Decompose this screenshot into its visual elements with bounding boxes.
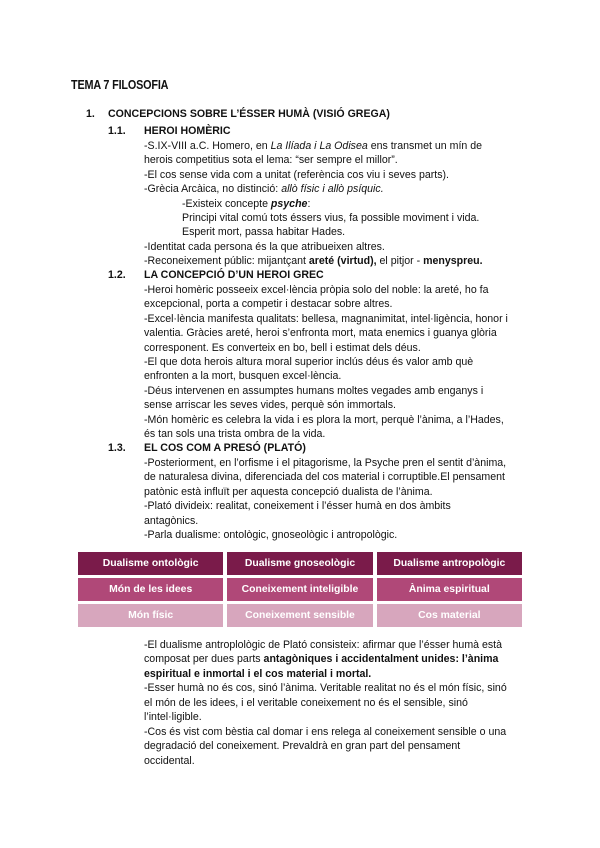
text-line: sense arriscar les seves vides, perquè són immortals.	[144, 399, 396, 411]
subsection-number: 1.1.	[108, 125, 126, 137]
text-line: Esperit mort, passa habitar Hades.	[182, 226, 346, 238]
text-line: -El dualisme antroplològic de Plató consisteix: afirmar que l’ésser humà està	[144, 639, 503, 651]
text-line: -Parla dualisme: ontològic, gnoseològic i antropològic.	[144, 529, 398, 541]
table-cell: Coneixement sensible	[227, 604, 372, 627]
text-line: -El cos sense vida com a unitat (referència cos viu i seves parts).	[144, 169, 449, 181]
text-line: -Grècia Arcàica, no distinció: allò físic i allò psíquic.	[144, 183, 384, 195]
page-title: TEMA 7 FILOSOFIA	[71, 78, 169, 92]
text-line: espiritual e inmortal i el cos material i mortal.	[144, 668, 372, 680]
text-line: degradació del coneixement. Prevaldrà en gran part del pensament	[144, 740, 461, 752]
text-line: -Plató divideix: realitat, coneixement i l’ésser humà en dos àmbits	[144, 500, 451, 512]
text-line: de naturalesa divina, diferenciada del cos material i corruptible.El pensament	[144, 471, 505, 483]
table-cell: Dualisme antropològic	[377, 552, 522, 575]
text-line: -Déus intervenen en assumptes humans moltes vegades amb enganys i	[144, 385, 484, 397]
subsection-heading-1-3	[108, 442, 306, 454]
text-line: -Món homèric es celebra la vida i es plora la mort, perquè l’ànima, a l’Hades,	[144, 414, 504, 426]
table-cell: Cos material	[377, 604, 522, 627]
text-line: corresponent. Es converteix en bo, bell i estimat dels déus.	[144, 342, 421, 354]
text-line: -S.IX-VIII a.C. Homero, en La Ilíada i La Odisea ens transmet un mín de	[144, 140, 483, 152]
section-heading-1	[86, 108, 390, 120]
text-line: -Heroi homèric posseeix excel·lència pròpia solo del noble: la areté, ho fa	[144, 284, 489, 296]
subsection-number: 1.2.	[108, 269, 126, 281]
table-cell: Ànima espiritual	[377, 578, 522, 601]
text-line: -Cos és vist com bèstia cal domar i ens relega al coneixement sensible o una	[144, 726, 507, 738]
text-line: composat per dues parts antagòniques i accidentalment unides: l’ànima	[144, 653, 499, 665]
table-cell: Dualisme gnoseològic	[227, 552, 372, 575]
table-row	[78, 552, 522, 575]
text-line: -Reconeixement públic: mijantçant areté (virtud), el pitjor - menyspreu.	[144, 255, 483, 267]
table-row	[78, 604, 522, 627]
text-line: -Identitat cada persona és la que atribueixen altres.	[144, 241, 385, 253]
text-line: occidental.	[144, 755, 195, 767]
table-cell: Món físic	[78, 604, 223, 627]
section-number: 1.	[86, 108, 95, 120]
text-line: antagònics.	[144, 515, 199, 527]
text-line: enfronten a la mort, busquen excel·lència.	[144, 370, 342, 382]
text-line: el món de les idees, i el veritable coneixement no és el sensible, sinó	[144, 697, 468, 709]
section-title: CONCEPCIONS SOBRE L’ÉSSER HUMÀ (VISIÓ GREGA)	[108, 108, 390, 120]
text-line: -Esser humà no és cos, sinó l’ànima. Veritable realitat no és el món físic, sinó	[144, 682, 507, 694]
subsection-title: EL COS COM A PRESÓ (PLATÓ)	[144, 442, 306, 454]
text-line: és tan sols una trista ombra de la vida.	[144, 428, 326, 440]
subsection-number: 1.3.	[108, 442, 126, 454]
subsection-heading-1-1	[108, 125, 231, 137]
text-line: excepcional, porta a competir i destacar sobre altres.	[144, 298, 393, 310]
text-line: -Existeix concepte psyche:	[182, 198, 311, 210]
text-line: Principi vital comú tots éssers vius, fa possible moviment i vida.	[182, 212, 480, 224]
dualism-table	[78, 552, 522, 630]
text-line: l’intel·ligible.	[144, 711, 202, 723]
table-cell: Dualisme ontològic	[78, 552, 223, 575]
text-line: -Posteriorment, en l’orfisme i el pitagorisme, la Psyche pren el sentit d’ànima,	[144, 457, 507, 469]
subsection-title: HEROI HOMÈRIC	[144, 125, 231, 137]
text-line: patònic està influït per aquesta concepció dualista de l’ànima.	[144, 486, 433, 498]
text-line: herois competitius sota el lema: “ser sempre el millor”.	[144, 154, 398, 166]
subsection-heading-1-2	[108, 269, 324, 281]
text-line: valentia. Gràcies areté, heroi s’enfronta mort, mata enemics i guanya glòria	[144, 327, 497, 339]
text-line: -El que dota herois altura moral superior inclús déus és valor amb què	[144, 356, 474, 368]
table-row	[78, 578, 522, 601]
table-cell: Coneixement inteligible	[227, 578, 372, 601]
subsection-title: LA CONCEPCIÓ D’UN HEROI GREC	[144, 269, 324, 281]
text-line: -Excel·lència manifesta qualitats: bellesa, magnanimitat, intel·ligència, honor i	[144, 313, 508, 325]
table-cell: Món de les idees	[78, 578, 223, 601]
